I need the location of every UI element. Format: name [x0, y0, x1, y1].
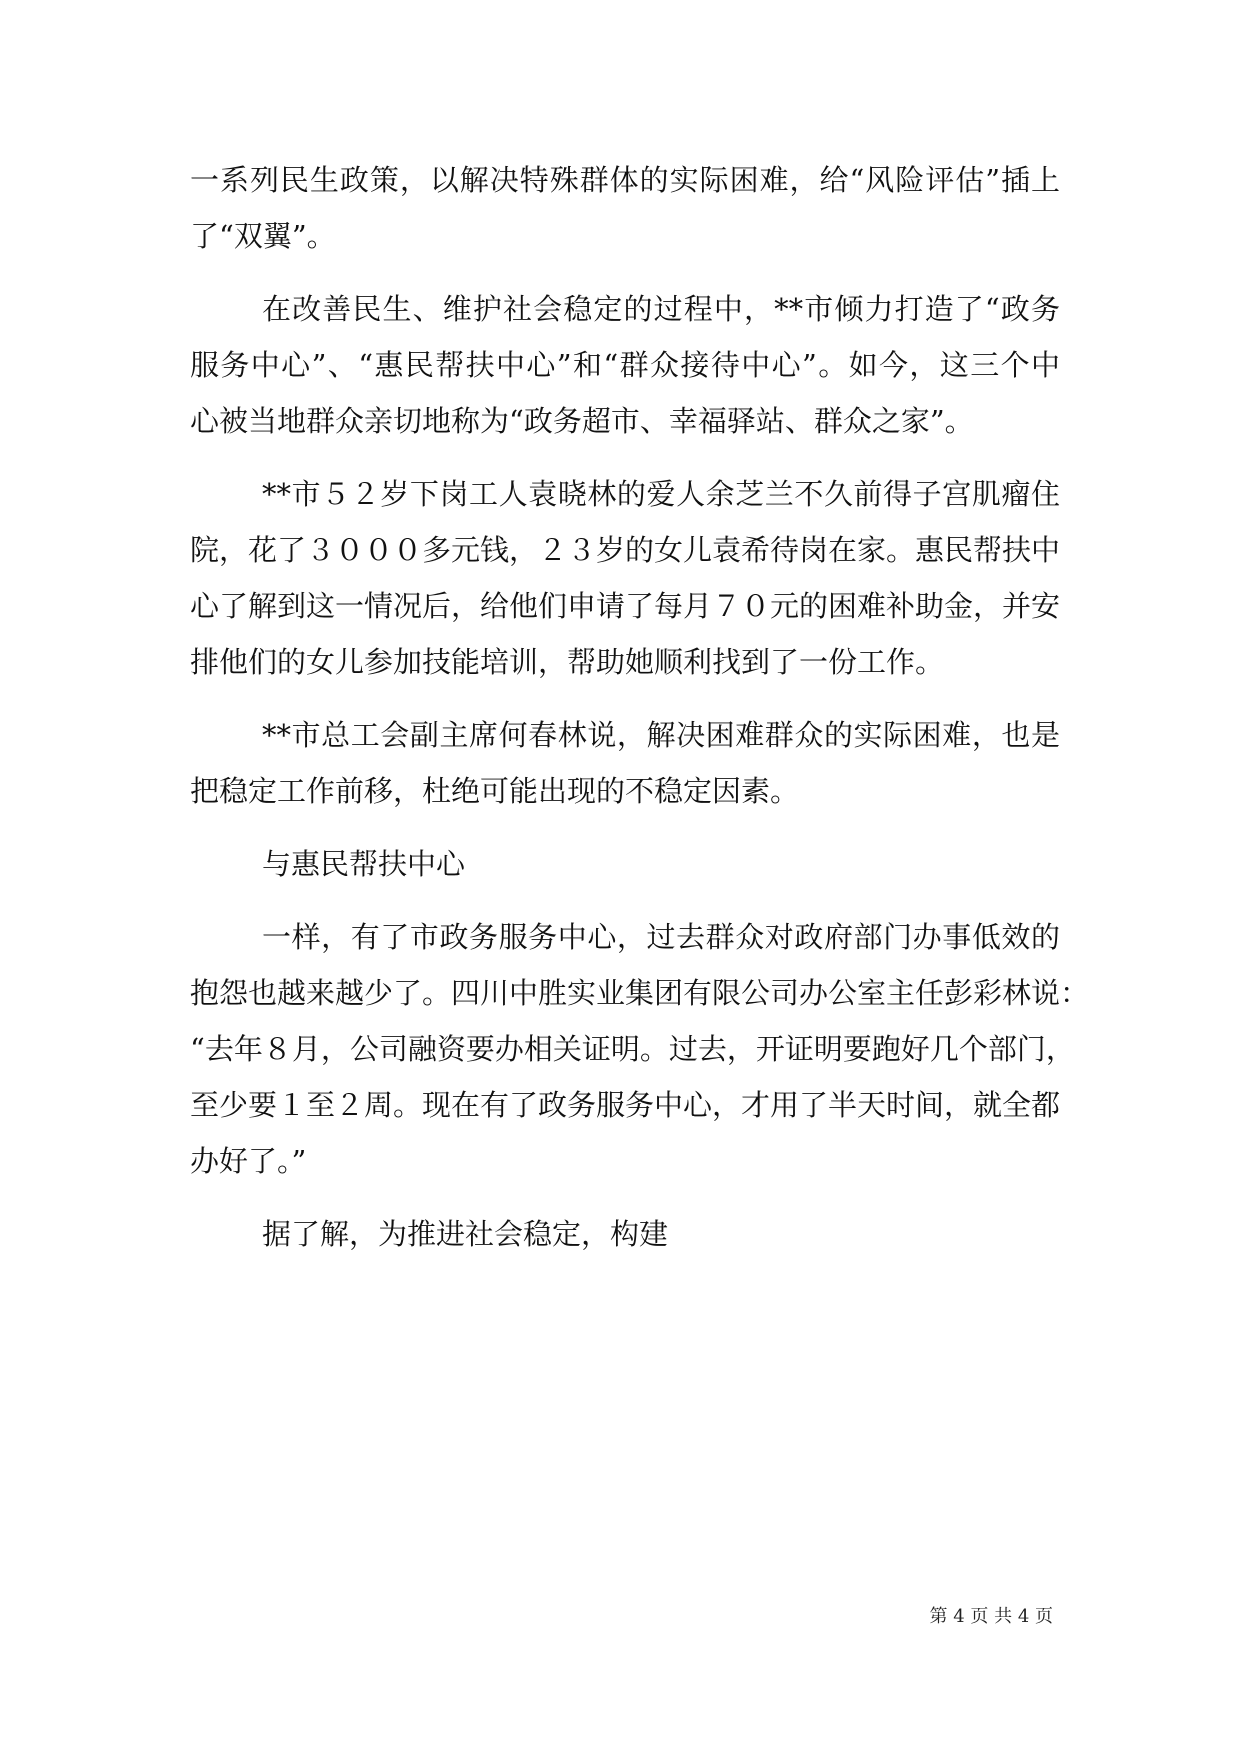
paragraph-line: “去年８月，公司融资要办相关证明。过去，开证明要跑好几个部门， — [190, 1032, 1075, 1066]
paragraph-line: 排他们的女儿参加技能培训，帮助她顺利找到了一份工作。 — [190, 645, 945, 679]
paragraph-line: 抱怨也越来越少了。四川中胜实业集团有限公司办公室主任彭彩林说： — [190, 976, 1090, 1010]
paragraph-line: 与惠民帮扶中心 — [262, 847, 466, 881]
paragraph-line: 一系列民生政策，以解决特殊群体的实际困难，给“风险评估”插上 — [190, 163, 1060, 197]
paragraph-line: 服务中心”、“惠民帮扶中心”和“群众接待中心”。如今，这三个中 — [190, 348, 1060, 382]
paragraph-line: 办好了。” — [190, 1144, 307, 1178]
paragraph-line: 据了解，为推进社会稳定，构建 — [262, 1217, 669, 1251]
paragraph-line: 了“双翼”。 — [190, 219, 336, 253]
paragraph-line: **市总工会副主席何春林说，解决困难群众的实际困难，也是 — [262, 718, 1060, 752]
paragraph-line: 一样，有了市政务服务中心，过去群众对政府部门办事低效的 — [262, 920, 1060, 954]
paragraph-line: 在改善民生、维护社会稳定的过程中，**市倾力打造了“政务 — [262, 292, 1060, 326]
paragraph-line: 把稳定工作前移，杜绝可能出现的不稳定因素。 — [190, 774, 800, 808]
paragraph-line: 院，花了３０００多元钱，２３岁的女儿袁希待岗在家。惠民帮扶中 — [190, 533, 1061, 567]
paragraph-line: 至少要１至２周。现在有了政务服务中心，才用了半天时间，就全都 — [190, 1088, 1061, 1122]
paragraph-line: 心被当地群众亲切地称为“政务超市、幸福驿站、群众之家”。 — [190, 404, 974, 438]
paragraph-line: **市５２岁下岗工人袁晓林的爱人余芝兰不久前得子宫肌瘤住 — [262, 477, 1060, 511]
page-number-footer: 第 4 页 共 4 页 — [929, 1606, 1053, 1627]
paragraph-line: 心了解到这一情况后，给他们申请了每月７０元的困难补助金，并安 — [190, 589, 1061, 623]
